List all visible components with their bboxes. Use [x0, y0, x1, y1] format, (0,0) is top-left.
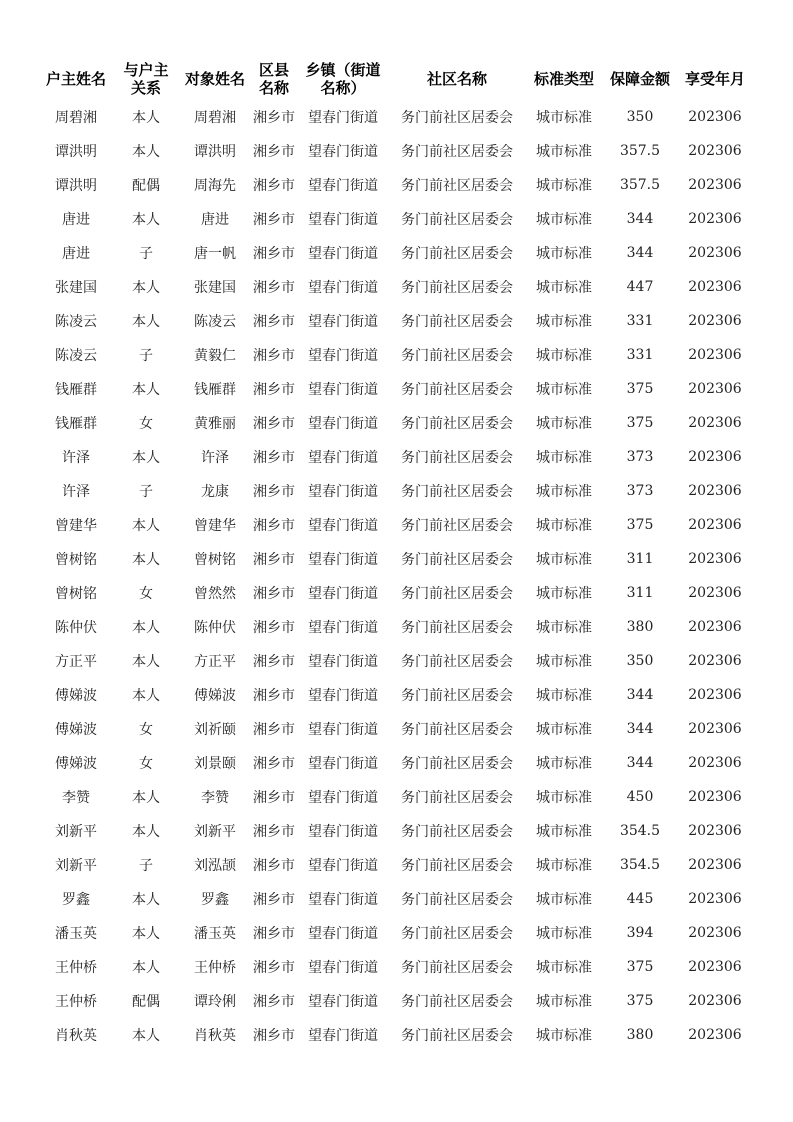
header-recipient-name: 对象姓名	[184, 70, 245, 88]
relationship-cell: 子	[139, 348, 153, 364]
household-head-cell: 傅娣波	[55, 756, 97, 772]
standard-type-cell: 城市标准	[536, 518, 592, 534]
relationship-cell: 本人	[132, 144, 160, 160]
county-cell: 湘乡市	[253, 790, 295, 806]
amount-cell: 357.5	[619, 143, 661, 159]
period-cell: 202306	[688, 687, 742, 703]
household-head-cell: 陈凌云	[55, 314, 97, 330]
relationship-cell: 本人	[132, 790, 160, 806]
period-cell: 202306	[688, 653, 742, 669]
standard-type-cell: 城市标准	[536, 790, 592, 806]
county-cell: 湘乡市	[253, 382, 295, 398]
period-cell: 202306	[688, 891, 742, 907]
table-row	[40, 814, 752, 848]
table-row	[40, 712, 752, 746]
township-cell: 望春门街道	[308, 586, 378, 602]
community-cell: 务门前社区居委会	[401, 314, 513, 330]
household-head-cell: 方正平	[55, 654, 97, 670]
township-cell: 望春门街道	[308, 892, 378, 908]
standard-type-cell: 城市标准	[536, 926, 592, 942]
township-cell: 望春门街道	[308, 518, 378, 534]
relationship-cell: 本人	[132, 620, 160, 636]
recipient-name-cell: 周海先	[194, 178, 236, 194]
community-cell: 务门前社区居委会	[401, 382, 513, 398]
relationship-cell: 本人	[132, 280, 160, 296]
township-cell: 望春门街道	[308, 1028, 378, 1044]
standard-type-cell: 城市标准	[536, 960, 592, 976]
standard-type-cell: 城市标准	[536, 178, 592, 194]
household-head-cell: 曾树铭	[55, 552, 97, 568]
township-cell: 望春门街道	[308, 314, 378, 330]
table-row	[40, 950, 752, 984]
table-row	[40, 984, 752, 1018]
standard-type-cell: 城市标准	[536, 450, 592, 466]
township-cell: 望春门街道	[308, 926, 378, 942]
household-head-cell: 陈仲伏	[55, 620, 97, 636]
period-cell: 202306	[688, 721, 742, 737]
household-head-cell: 肖秋英	[55, 1028, 97, 1044]
community-cell: 务门前社区居委会	[401, 178, 513, 194]
household-head-cell: 曾树铭	[55, 586, 97, 602]
amount-cell: 447	[626, 279, 654, 295]
county-cell: 湘乡市	[253, 722, 295, 738]
community-cell: 务门前社区居委会	[401, 484, 513, 500]
relationship-cell: 配偶	[132, 994, 160, 1010]
relationship-cell: 本人	[132, 824, 160, 840]
county-cell: 湘乡市	[253, 348, 295, 364]
recipient-name-cell: 刘景颐	[194, 756, 236, 772]
county-cell: 湘乡市	[253, 450, 295, 466]
township-cell: 望春门街道	[308, 620, 378, 636]
amount-cell: 344	[626, 755, 654, 771]
township-cell: 望春门街道	[308, 110, 378, 126]
table-row	[40, 134, 752, 168]
period-cell: 202306	[688, 415, 742, 431]
table-row	[40, 100, 752, 134]
period-cell: 202306	[688, 245, 742, 261]
header-period: 享受年月	[684, 70, 745, 88]
period-cell: 202306	[688, 211, 742, 227]
county-cell: 湘乡市	[253, 858, 295, 874]
period-cell: 202306	[688, 381, 742, 397]
township-cell: 望春门街道	[308, 790, 378, 806]
township-cell: 望春门街道	[308, 654, 378, 670]
standard-type-cell: 城市标准	[536, 382, 592, 398]
standard-type-cell: 城市标准	[536, 858, 592, 874]
community-cell: 务门前社区居委会	[401, 654, 513, 670]
standard-type-cell: 城市标准	[536, 586, 592, 602]
table-body	[40, 100, 752, 1052]
period-cell: 202306	[688, 959, 742, 975]
table-row	[40, 508, 752, 542]
standard-type-cell: 城市标准	[536, 1028, 592, 1044]
table-row	[40, 338, 752, 372]
household-head-cell: 谭洪明	[55, 144, 97, 160]
table-row	[40, 202, 752, 236]
recipient-name-cell: 刘泓颉	[194, 858, 236, 874]
standard-type-cell: 城市标准	[536, 348, 592, 364]
amount-cell: 331	[626, 347, 654, 363]
table-row	[40, 474, 752, 508]
recipient-name-cell: 傅娣波	[194, 688, 236, 704]
recipient-name-cell: 陈凌云	[194, 314, 236, 330]
county-cell: 湘乡市	[253, 756, 295, 772]
community-cell: 务门前社区居委会	[401, 552, 513, 568]
amount-cell: 331	[626, 313, 654, 329]
table-row	[40, 746, 752, 780]
period-cell: 202306	[688, 449, 742, 465]
community-cell: 务门前社区居委会	[401, 824, 513, 840]
recipient-name-cell: 钱雁群	[194, 382, 236, 398]
standard-type-cell: 城市标准	[536, 144, 592, 160]
subsidy-table	[40, 58, 752, 1052]
township-cell: 望春门街道	[308, 212, 378, 228]
household-head-cell: 傅娣波	[55, 722, 97, 738]
household-head-cell: 潘玉英	[55, 926, 97, 942]
community-cell: 务门前社区居委会	[401, 416, 513, 432]
amount-cell: 380	[626, 1027, 654, 1043]
period-cell: 202306	[688, 823, 742, 839]
period-cell: 202306	[688, 925, 742, 941]
relationship-cell: 本人	[132, 450, 160, 466]
relationship-cell: 本人	[132, 552, 160, 568]
table-row	[40, 678, 752, 712]
standard-type-cell: 城市标准	[536, 552, 592, 568]
amount-cell: 350	[626, 109, 654, 125]
amount-cell: 354.5	[619, 857, 661, 873]
recipient-name-cell: 刘新平	[194, 824, 236, 840]
amount-cell: 450	[626, 789, 654, 805]
household-head-cell: 谭洪明	[55, 178, 97, 194]
period-cell: 202306	[688, 143, 742, 159]
recipient-name-cell: 肖秋英	[194, 1028, 236, 1044]
county-cell: 湘乡市	[253, 144, 295, 160]
table-row	[40, 372, 752, 406]
household-head-cell: 唐进	[62, 246, 90, 262]
recipient-name-cell: 张建国	[194, 280, 236, 296]
recipient-name-cell: 唐一帆	[194, 246, 236, 262]
recipient-name-cell: 周碧湘	[194, 110, 236, 126]
header-township: 乡镇（街道 名称）	[305, 61, 381, 97]
amount-cell: 375	[626, 993, 654, 1009]
period-cell: 202306	[688, 313, 742, 329]
header-county: 区县 名称	[258, 61, 289, 97]
amount-cell: 311	[626, 551, 654, 567]
recipient-name-cell: 曾建华	[194, 518, 236, 534]
township-cell: 望春门街道	[308, 688, 378, 704]
standard-type-cell: 城市标准	[536, 416, 592, 432]
recipient-name-cell: 曾然然	[194, 586, 236, 602]
recipient-name-cell: 王仲桥	[194, 960, 236, 976]
household-head-cell: 陈凌云	[55, 348, 97, 364]
township-cell: 望春门街道	[308, 280, 378, 296]
table-row	[40, 304, 752, 338]
relationship-cell: 本人	[132, 382, 160, 398]
community-cell: 务门前社区居委会	[401, 994, 513, 1010]
recipient-name-cell: 刘祈颐	[194, 722, 236, 738]
period-cell: 202306	[688, 993, 742, 1009]
table-row	[40, 576, 752, 610]
amount-cell: 344	[626, 687, 654, 703]
period-cell: 202306	[688, 279, 742, 295]
amount-cell: 380	[626, 619, 654, 635]
header-community: 社区名称	[426, 70, 487, 88]
household-head-cell: 许泽	[62, 450, 90, 466]
period-cell: 202306	[688, 585, 742, 601]
community-cell: 务门前社区居委会	[401, 518, 513, 534]
amount-cell: 375	[626, 517, 654, 533]
recipient-name-cell: 潘玉英	[194, 926, 236, 942]
community-cell: 务门前社区居委会	[401, 280, 513, 296]
township-cell: 望春门街道	[308, 824, 378, 840]
table-row	[40, 610, 752, 644]
amount-cell: 357.5	[619, 177, 661, 193]
recipient-name-cell: 罗鑫	[201, 892, 229, 908]
household-head-cell: 唐进	[62, 212, 90, 228]
standard-type-cell: 城市标准	[536, 756, 592, 772]
standard-type-cell: 城市标准	[536, 994, 592, 1010]
community-cell: 务门前社区居委会	[401, 756, 513, 772]
household-head-cell: 王仲桥	[55, 960, 97, 976]
table-row	[40, 848, 752, 882]
community-cell: 务门前社区居委会	[401, 620, 513, 636]
table-row	[40, 270, 752, 304]
community-cell: 务门前社区居委会	[401, 586, 513, 602]
household-head-cell: 许泽	[62, 484, 90, 500]
county-cell: 湘乡市	[253, 994, 295, 1010]
amount-cell: 445	[626, 891, 654, 907]
table-row	[40, 542, 752, 576]
amount-cell: 354.5	[619, 823, 661, 839]
header-amount: 保障金额	[609, 70, 670, 88]
household-head-cell: 钱雁群	[55, 382, 97, 398]
county-cell: 湘乡市	[253, 314, 295, 330]
household-head-cell: 王仲桥	[55, 994, 97, 1010]
relationship-cell: 子	[139, 246, 153, 262]
recipient-name-cell: 唐进	[201, 212, 229, 228]
standard-type-cell: 城市标准	[536, 654, 592, 670]
table-row	[40, 406, 752, 440]
recipient-name-cell: 曾树铭	[194, 552, 236, 568]
community-cell: 务门前社区居委会	[401, 688, 513, 704]
township-cell: 望春门街道	[308, 416, 378, 432]
county-cell: 湘乡市	[253, 960, 295, 976]
relationship-cell: 本人	[132, 688, 160, 704]
county-cell: 湘乡市	[253, 518, 295, 534]
township-cell: 望春门街道	[308, 994, 378, 1010]
table-row	[40, 236, 752, 270]
township-cell: 望春门街道	[308, 552, 378, 568]
county-cell: 湘乡市	[253, 178, 295, 194]
header-household-head-name: 户主姓名	[45, 70, 106, 88]
community-cell: 务门前社区居委会	[401, 144, 513, 160]
standard-type-cell: 城市标准	[536, 722, 592, 738]
township-cell: 望春门街道	[308, 144, 378, 160]
amount-cell: 373	[626, 449, 654, 465]
period-cell: 202306	[688, 551, 742, 567]
community-cell: 务门前社区居委会	[401, 960, 513, 976]
period-cell: 202306	[688, 619, 742, 635]
township-cell: 望春门街道	[308, 348, 378, 364]
relationship-cell: 配偶	[132, 178, 160, 194]
community-cell: 务门前社区居委会	[401, 212, 513, 228]
recipient-name-cell: 谭洪明	[194, 144, 236, 160]
county-cell: 湘乡市	[253, 620, 295, 636]
standard-type-cell: 城市标准	[536, 246, 592, 262]
table-row	[40, 440, 752, 474]
community-cell: 务门前社区居委会	[401, 110, 513, 126]
relationship-cell: 女	[139, 586, 153, 602]
township-cell: 望春门街道	[308, 756, 378, 772]
relationship-cell: 本人	[132, 892, 160, 908]
standard-type-cell: 城市标准	[536, 212, 592, 228]
county-cell: 湘乡市	[253, 280, 295, 296]
household-head-cell: 李赞	[62, 790, 90, 806]
relationship-cell: 女	[139, 416, 153, 432]
table-row	[40, 168, 752, 202]
township-cell: 望春门街道	[308, 246, 378, 262]
county-cell: 湘乡市	[253, 552, 295, 568]
relationship-cell: 本人	[132, 960, 160, 976]
standard-type-cell: 城市标准	[536, 110, 592, 126]
township-cell: 望春门街道	[308, 858, 378, 874]
county-cell: 湘乡市	[253, 1028, 295, 1044]
county-cell: 湘乡市	[253, 824, 295, 840]
household-head-cell: 钱雁群	[55, 416, 97, 432]
county-cell: 湘乡市	[253, 654, 295, 670]
relationship-cell: 本人	[132, 926, 160, 942]
household-head-cell: 曾建华	[55, 518, 97, 534]
recipient-name-cell: 方正平	[194, 654, 236, 670]
period-cell: 202306	[688, 109, 742, 125]
amount-cell: 311	[626, 585, 654, 601]
household-head-cell: 周碧湘	[55, 110, 97, 126]
header-standard-type: 标准类型	[533, 70, 594, 88]
household-head-cell: 刘新平	[55, 824, 97, 840]
standard-type-cell: 城市标准	[536, 314, 592, 330]
relationship-cell: 子	[139, 484, 153, 500]
amount-cell: 344	[626, 211, 654, 227]
community-cell: 务门前社区居委会	[401, 858, 513, 874]
community-cell: 务门前社区居委会	[401, 1028, 513, 1044]
county-cell: 湘乡市	[253, 484, 295, 500]
period-cell: 202306	[688, 483, 742, 499]
amount-cell: 375	[626, 381, 654, 397]
community-cell: 务门前社区居委会	[401, 246, 513, 262]
amount-cell: 350	[626, 653, 654, 669]
recipient-name-cell: 龙康	[201, 484, 229, 500]
county-cell: 湘乡市	[253, 416, 295, 432]
relationship-cell: 本人	[132, 518, 160, 534]
amount-cell: 344	[626, 245, 654, 261]
township-cell: 望春门街道	[308, 484, 378, 500]
period-cell: 202306	[688, 755, 742, 771]
table-row	[40, 882, 752, 916]
recipient-name-cell: 谭玲俐	[194, 994, 236, 1010]
standard-type-cell: 城市标准	[536, 280, 592, 296]
recipient-name-cell: 黄雅丽	[194, 416, 236, 432]
period-cell: 202306	[688, 347, 742, 363]
table-row	[40, 1018, 752, 1052]
recipient-name-cell: 许泽	[201, 450, 229, 466]
county-cell: 湘乡市	[253, 586, 295, 602]
relationship-cell: 子	[139, 858, 153, 874]
township-cell: 望春门街道	[308, 178, 378, 194]
community-cell: 务门前社区居委会	[401, 892, 513, 908]
township-cell: 望春门街道	[308, 450, 378, 466]
recipient-name-cell: 李赞	[201, 790, 229, 806]
period-cell: 202306	[688, 517, 742, 533]
relationship-cell: 女	[139, 722, 153, 738]
relationship-cell: 女	[139, 756, 153, 772]
community-cell: 务门前社区居委会	[401, 926, 513, 942]
table-header-row	[40, 58, 752, 100]
relationship-cell: 本人	[132, 212, 160, 228]
county-cell: 湘乡市	[253, 926, 295, 942]
county-cell: 湘乡市	[253, 212, 295, 228]
township-cell: 望春门街道	[308, 382, 378, 398]
community-cell: 务门前社区居委会	[401, 450, 513, 466]
period-cell: 202306	[688, 857, 742, 873]
recipient-name-cell: 陈仲伏	[194, 620, 236, 636]
county-cell: 湘乡市	[253, 892, 295, 908]
amount-cell: 344	[626, 721, 654, 737]
period-cell: 202306	[688, 177, 742, 193]
header-relationship: 与户主 关系	[123, 61, 169, 97]
community-cell: 务门前社区居委会	[401, 790, 513, 806]
relationship-cell: 本人	[132, 314, 160, 330]
household-head-cell: 张建国	[55, 280, 97, 296]
township-cell: 望春门街道	[308, 960, 378, 976]
household-head-cell: 傅娣波	[55, 688, 97, 704]
community-cell: 务门前社区居委会	[401, 348, 513, 364]
household-head-cell: 罗鑫	[62, 892, 90, 908]
county-cell: 湘乡市	[253, 688, 295, 704]
standard-type-cell: 城市标准	[536, 620, 592, 636]
relationship-cell: 本人	[132, 1028, 160, 1044]
amount-cell: 375	[626, 959, 654, 975]
county-cell: 湘乡市	[253, 246, 295, 262]
standard-type-cell: 城市标准	[536, 824, 592, 840]
table-row	[40, 644, 752, 678]
township-cell: 望春门街道	[308, 722, 378, 738]
household-head-cell: 刘新平	[55, 858, 97, 874]
standard-type-cell: 城市标准	[536, 484, 592, 500]
amount-cell: 373	[626, 483, 654, 499]
county-cell: 湘乡市	[253, 110, 295, 126]
standard-type-cell: 城市标准	[536, 892, 592, 908]
table-row	[40, 780, 752, 814]
period-cell: 202306	[688, 1027, 742, 1043]
period-cell: 202306	[688, 789, 742, 805]
amount-cell: 394	[626, 925, 654, 941]
relationship-cell: 本人	[132, 110, 160, 126]
document-page	[40, 58, 752, 1052]
standard-type-cell: 城市标准	[536, 688, 592, 704]
recipient-name-cell: 黄毅仁	[194, 348, 236, 364]
community-cell: 务门前社区居委会	[401, 722, 513, 738]
relationship-cell: 本人	[132, 654, 160, 670]
table-row	[40, 916, 752, 950]
amount-cell: 375	[626, 415, 654, 431]
